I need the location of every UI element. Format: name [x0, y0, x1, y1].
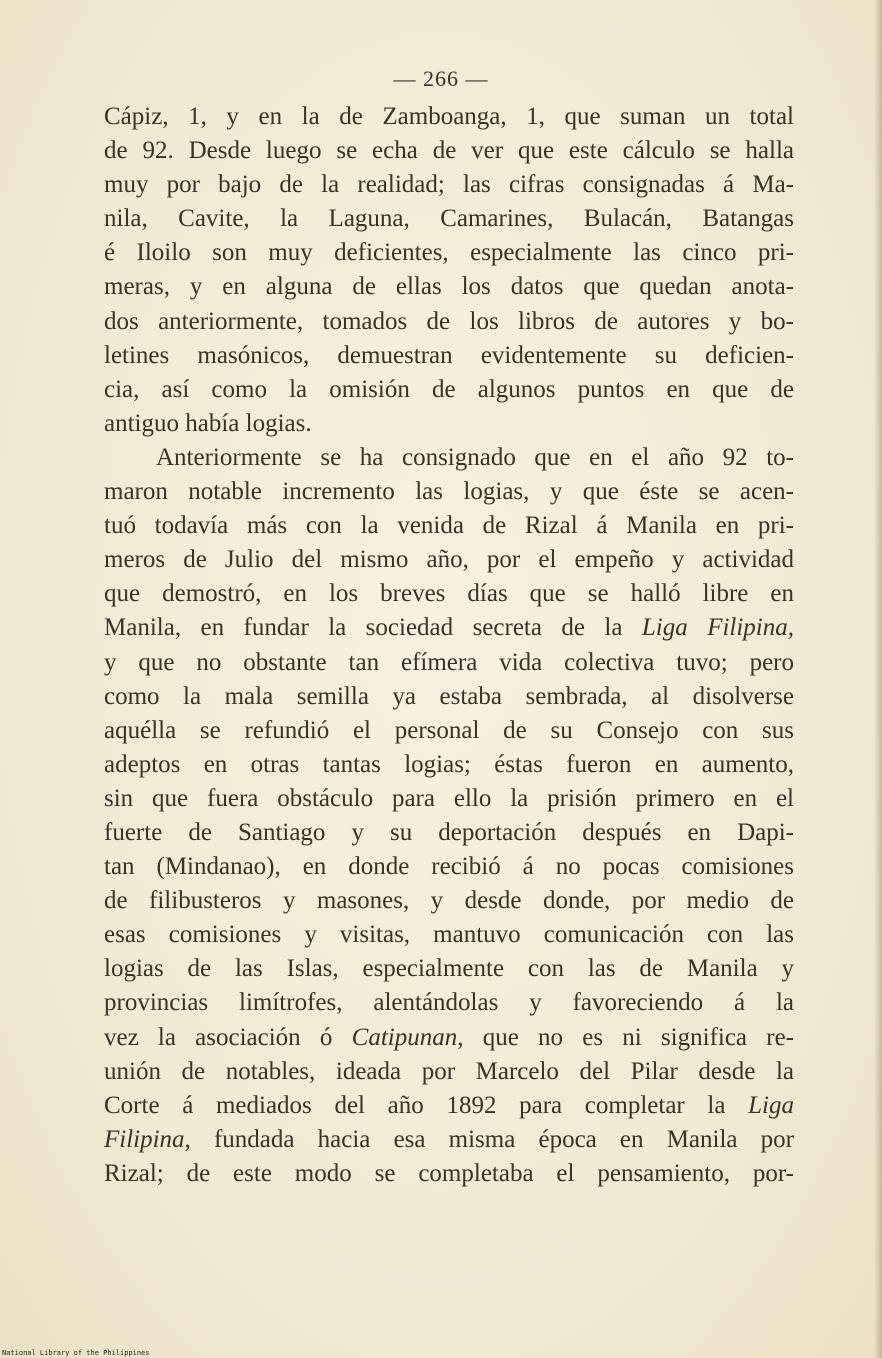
body-text [104, 100, 794, 1191]
page-edge-shadow [874, 0, 882, 1358]
text-line: logias de las Islas, especialmente con las de Manila y [104, 955, 794, 983]
text-line: y que no obstante tan efímera vida colectiva tuvo; pero [104, 648, 794, 676]
text-line [104, 611, 794, 645]
text-line: letines masónicos, demuestran evidentemente su deficien- [104, 341, 794, 369]
text-line [104, 1123, 794, 1157]
italic-title: Liga [748, 1091, 794, 1119]
text-line: Anteriormente se ha consignado que en el año 92 to- [156, 443, 794, 471]
text-line: de filibusteros y masones, y desde donde, por medio de [104, 887, 794, 915]
text-line: antiguo había logias. [104, 409, 312, 437]
text-line: unión de notables, ideada por Marcelo del Pilar desde la [104, 1057, 794, 1085]
text-line: adeptos en otras tantas logias; éstas fueron en aumento, [104, 750, 794, 778]
text-line: aquélla se refundió el personal de su Consejo con sus [104, 716, 794, 744]
text-line: provincias limítrofes, alentándolas y favoreciendo á la [104, 989, 794, 1017]
text-run: fundada hacia esa misma época en Manila por [190, 1125, 794, 1153]
text-run: Corte á mediados del año 1892 para completar la [104, 1091, 749, 1119]
text-line: sin que fuera obstáculo para ello la prisión primero en el [104, 784, 794, 812]
text-run: vez la asociación ó [104, 1023, 352, 1051]
page-number: — 266 — [393, 66, 489, 91]
text-line: tuó todavía más con la venida de Rizal á Manila en pri- [104, 512, 794, 540]
text-line: cia, así como la omisión de algunos puntos en que de [104, 375, 794, 403]
text-line: de 92. Desde luego se echa de ver que este cálculo se halla [104, 137, 794, 165]
text-line: esas comisiones y visitas, mantuvo comunicación con las [104, 921, 794, 949]
text-run: Manila, en fundar la sociedad secreta de la [104, 614, 642, 642]
text-line [104, 1021, 794, 1055]
text-line: maron notable incremento las logias, y que éste se acen- [104, 478, 794, 506]
text-line: que demostró, en los breves días que se halló libre en [104, 580, 794, 608]
text-line: dos anteriormente, tomados de los libros de autores y bo- [104, 307, 794, 335]
text-run: que no es ni significa re- [463, 1023, 794, 1051]
text-line: nila, Cavite, la Laguna, Camarines, Bulacán, Batangas [104, 205, 794, 233]
text-line: fuerte de Santiago y su deportación después en Dapi- [104, 818, 794, 846]
text-line: meras, y en alguna de ellas los datos que quedan anota- [104, 273, 794, 301]
text-line: Rizal; de este modo se completaba el pensamiento, por- [104, 1159, 794, 1187]
text-line: muy por bajo de la realidad; las cifras consignadas á Ma- [104, 171, 794, 199]
text-line: meros de Julio del mismo año, por el empeño y actividad [104, 546, 794, 574]
text-line [104, 1089, 794, 1123]
text-line: como la mala semilla ya estaba sembrada, al disolverse [104, 682, 794, 710]
library-watermark: National Library of the Philippines [2, 1349, 150, 1357]
italic-title: Filipina, [104, 1125, 191, 1153]
italic-title: Liga Filipina, [641, 614, 794, 642]
text-line: Cápiz, 1, y en la de Zamboanga, 1, que suman un total [104, 103, 794, 130]
text-line: tan (Mindanao), en donde recibió á no pocas comisiones [104, 853, 794, 881]
italic-title: Catipunan, [351, 1023, 464, 1051]
text-line: é Iloilo son muy deficientes, especialmente las cinco pri- [104, 239, 794, 267]
